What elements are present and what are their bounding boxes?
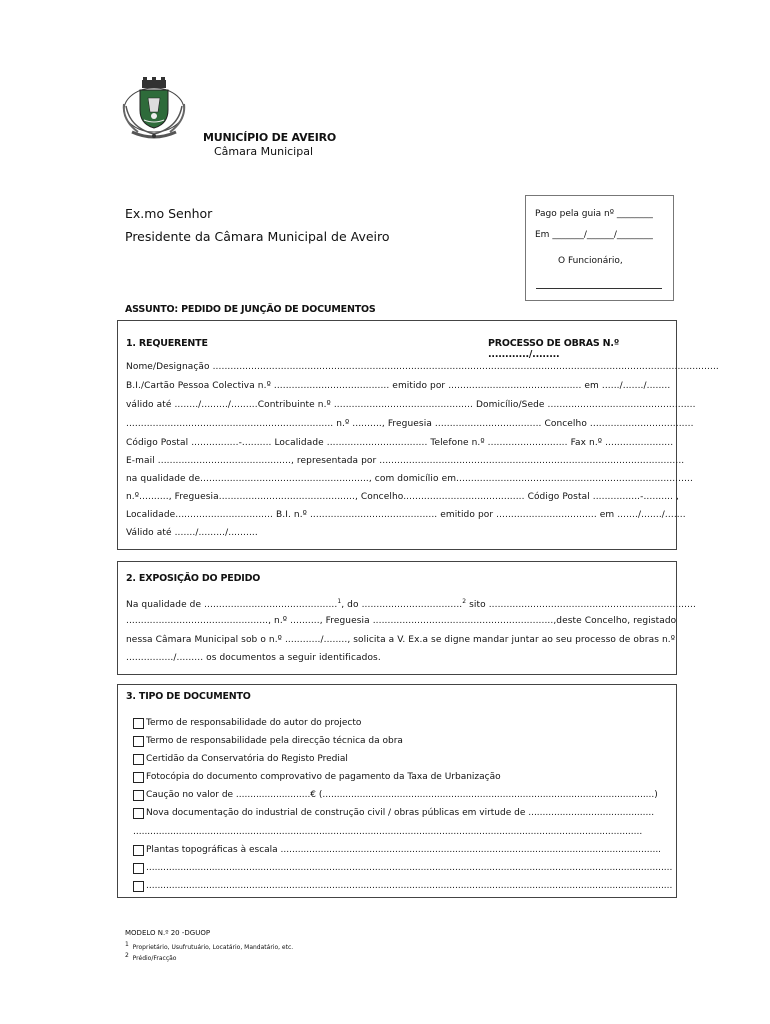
nova-documentacao-continuation[interactable]: .................................................................................................................................................................................. [133,827,643,837]
checkbox-outro-2[interactable] [133,881,144,892]
section-1-title: 1. REQUERENTE [126,338,208,349]
checkbox-termo-direccao[interactable] [133,736,144,747]
section-exposicao [117,561,696,675]
label-certidao: Certidão da Conservatória do Registo Predial [146,754,348,764]
label-caucao: Caução no valor de ..........................€ (....................................................................................................................) [146,790,658,800]
section-requerente [117,320,719,550]
nome-field[interactable]: Nome/Designação ........................................................................................................................................................................... [126,362,719,372]
checkbox-certidao[interactable] [133,754,144,765]
outro-2-field[interactable]: ........................................................................................................................................................................................ [146,881,673,891]
localidade-field[interactable]: Localidade................................. B.I. n.º ........................................... emitido por .................................. em ......./......./....... [126,510,686,520]
addressee-title: Presidente da Câmara Municipal de Aveiro [125,229,390,244]
label-nova-documentacao: Nova documentação do industrial de construção civil / obras públicas em virtude de ............................................ [146,808,655,818]
label-plantas: Plantas topográficas à escala ..................................................................................................................................... [146,845,662,855]
checkbox-fotocopia[interactable] [133,772,144,783]
subject-heading: ASSUNTO: PEDIDO DE JUNÇÃO DE DOCUMENTOS [125,304,376,315]
payment-box [525,195,674,301]
checkbox-plantas[interactable] [133,845,144,856]
municipality-name: MUNICÍPIO DE AVEIRO [203,131,337,144]
section-2-title: 2. EXPOSIÇÃO DO PEDIDO [126,573,261,584]
municipal-crest-logo [118,76,190,140]
section-tipo-documento [117,684,677,898]
bi-field[interactable]: B.I./Cartão Pessoa Colectiva n.º ....................................... emitido por ............................................. em ....../......./........ [126,381,671,391]
morada-field[interactable]: ...................................................................... n.º .........., Freguesia .................................... Concelho ................................... [126,419,694,429]
processo-obras-field[interactable]: PROCESSO DE OBRAS N.º ............/........ [488,338,619,360]
section-3-title: 3. TIPO DE DOCUMENTO [126,691,251,702]
exposicao-line-3[interactable]: nessa Câmara Municipal sob o n.º ............/........, solicita a V. Ex.a se digne mandar juntar ao seu processo de obras n.º [126,635,676,645]
footnote-2: $^2$ Prédio/Fracção [125,952,177,962]
council-name: Câmara Municipal [214,145,314,158]
payment-date-line[interactable]: Em _______/______/________ [535,230,653,240]
clerk-signature-line[interactable] [536,288,662,289]
exposicao-line-2[interactable]: ................................................, n.º .........., Freguesia .............................................................,deste Concelho, registado [126,616,677,626]
valido-ate-field[interactable]: Válido até ......./........./.......... [126,528,258,538]
outro-1-field[interactable]: ........................................................................................................................................................................................ [146,863,673,873]
label-fotocopia: Fotocópia do documento comprovativo de pagamento da Taxa de Urbanização [146,772,501,782]
form-model-number: MODELO N.º 20 -DGUOP [125,929,211,937]
checkbox-caucao[interactable] [133,790,144,801]
label-termo-direccao: Termo de responsabilidade pela direcção técnica da obra [146,736,403,746]
freguesia-field[interactable]: n.º.........., Freguesia.............................................., Concelho......................................... Código Postal ................-.......... , [126,492,680,502]
clerk-label: O Funcionário, [558,256,623,266]
exposicao-line-4[interactable]: ................/......... os documentos a seguir identificados. [126,653,381,663]
checkbox-termo-autor[interactable] [133,718,144,729]
payment-guide-line[interactable]: Pago pela guia nº ________ [535,209,653,219]
checkbox-nova-documentacao[interactable] [133,808,144,819]
footnote-1: $^1$ Proprietário, Usufrutuário, Locatário, Mandatário, etc. [125,941,294,951]
email-field[interactable]: E-mail ............................................., representada por ....................................................................................................... [126,456,685,466]
checkbox-outro-1[interactable] [133,863,144,874]
codigo-postal-field[interactable]: Código Postal ................-.......... Localidade .................................. Telefone n.º ........................... Fax n.º ....................... [126,438,674,448]
exposicao-line-1[interactable]: Na qualidade de .............................................$^1$, do ..................................$^2$ sito ...................................................................... [126,598,696,610]
salutation: Ex.mo Senhor [125,206,213,221]
qualidade-field[interactable]: na qualidade de........................................................., com domicílio em................................................................................ [126,474,693,484]
validade-field[interactable]: válido até ......../........./.........Contribuinte n.º ............................................... Domicílio/Sede .................................................. [126,400,696,410]
label-termo-autor: Termo de responsabilidade do autor do projecto [146,718,362,728]
